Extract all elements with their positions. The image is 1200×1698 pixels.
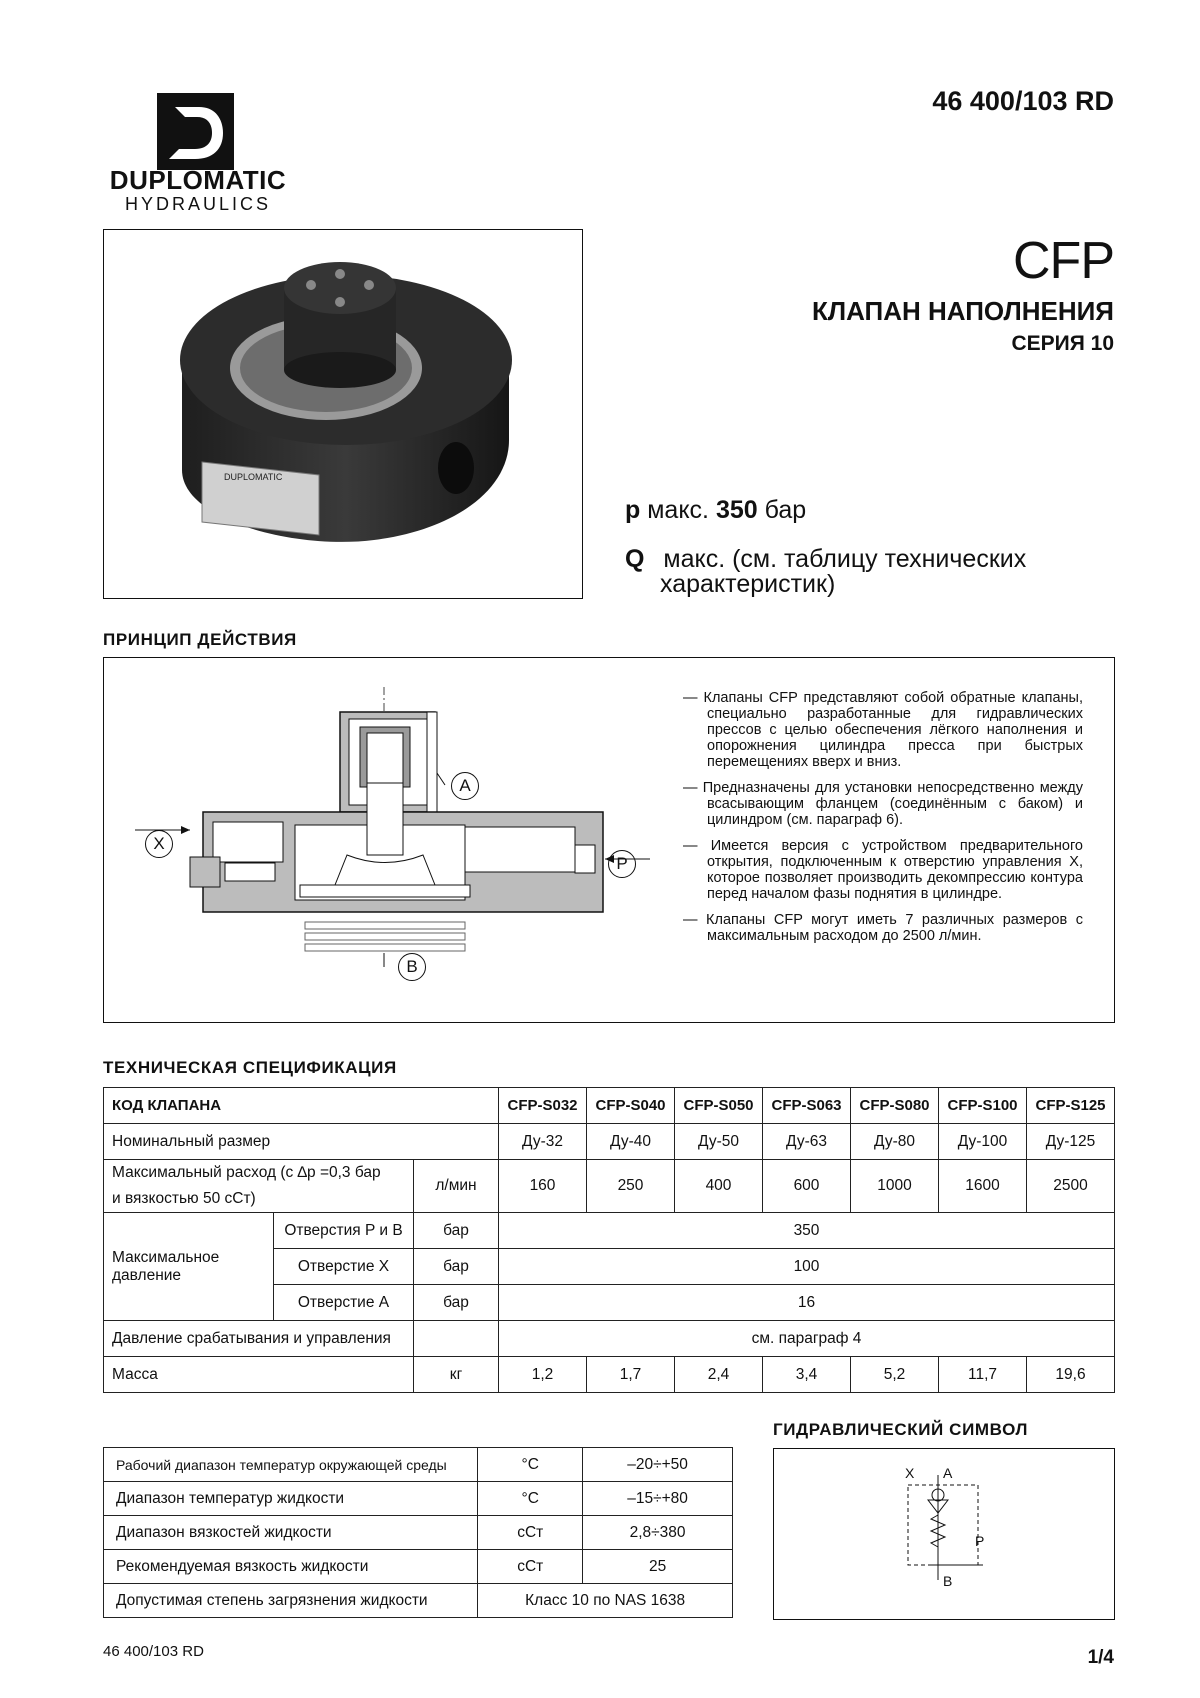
- symbol-p-label: P: [975, 1533, 985, 1549]
- flow-label-line-1: Максимальный расход (с ∆p =0,3 бар: [112, 1164, 381, 1181]
- table-row: [104, 1357, 1115, 1393]
- pressure-max-line: [625, 497, 806, 524]
- flow-text: макс. (см. таблицу технических: [663, 545, 1027, 573]
- principle-list: [683, 690, 1083, 954]
- port-pb-value: 350: [499, 1213, 1115, 1249]
- principle-item: — Клапаны CFP могут иметь 7 различных размеров с максимальным расходом до 2500 л/мин.: [683, 912, 1083, 944]
- mass-label: Масса: [104, 1357, 414, 1393]
- table-row: [104, 1321, 1115, 1357]
- flow-cell: 250: [587, 1160, 675, 1213]
- nominal-cell: Ду-100: [939, 1124, 1027, 1160]
- principle-item: — Имеется версия с устройством предварительного открытия, подключенным к отверстию управления X, которое позволяет производить декомпрессию контура перед началом фазы поднятия в цилиндре.: [683, 838, 1083, 902]
- footer-doc-number: 46 400/103 RD: [103, 1643, 204, 1660]
- flow-cell: 160: [499, 1160, 587, 1213]
- spec-heading: ТЕХНИЧЕСКАЯ СПЕЦИФИКАЦИЯ: [103, 1058, 397, 1077]
- table-row: [104, 1550, 733, 1584]
- empty-cell: [414, 1321, 499, 1357]
- flow-max-line: [625, 546, 1026, 573]
- table-row: [104, 1516, 733, 1550]
- valve-section-drawing: [135, 685, 655, 985]
- port-b-label: B: [398, 953, 426, 981]
- spec-table: [103, 1087, 1115, 1393]
- spec-header-row: [104, 1088, 1115, 1124]
- product-series: СЕРИЯ 10: [1011, 332, 1114, 355]
- page-number: 1/4: [1087, 1647, 1114, 1668]
- model-header: CFP-S100: [939, 1088, 1027, 1124]
- model-header: CFP-S040: [587, 1088, 675, 1124]
- document-number: 46 400/103 RD: [932, 86, 1114, 116]
- mass-cell: 19,6: [1027, 1357, 1115, 1393]
- env-label: Рекомендуемая вязкость жидкости: [104, 1550, 478, 1584]
- env-unit: °C: [478, 1448, 583, 1482]
- flow-cell: 400: [675, 1160, 763, 1213]
- symbol-x-label: X: [905, 1465, 915, 1481]
- model-header: CFP-S032: [499, 1088, 587, 1124]
- env-label: Диапазон температур жидкости: [104, 1482, 478, 1516]
- brand-logo-mark: [157, 93, 234, 170]
- nominal-label: Номинальный размер: [104, 1124, 499, 1160]
- nominal-cell: Ду-63: [763, 1124, 851, 1160]
- environment-table: [103, 1447, 733, 1618]
- principle-item: — Клапаны CFP представляют собой обратные клапаны, специально разработанные для гидравлических прессов с целью обеспечения лёгкого наполнения и опорожнения цилиндра пресса при быстрых перемещениях вверх и вниз.: [683, 690, 1083, 770]
- port-a-label: Отверстие A: [274, 1285, 414, 1321]
- flow-label-line-2: и вязкостью 50 сСт): [112, 1190, 256, 1207]
- actuation-label: Давление срабатывания и управления: [104, 1321, 414, 1357]
- bar-unit: бар: [414, 1285, 499, 1321]
- bar-unit: бар: [414, 1249, 499, 1285]
- port-x-label: X: [145, 830, 173, 858]
- table-row: [104, 1124, 1115, 1160]
- flow-cell: 600: [763, 1160, 851, 1213]
- flow-unit: л/мин: [414, 1160, 499, 1213]
- flow-text-continued: характеристик): [660, 570, 836, 598]
- env-value: –15÷+80: [583, 1482, 733, 1516]
- table-row: [104, 1482, 733, 1516]
- env-value: –20÷+50: [583, 1448, 733, 1482]
- product-name: КЛАПАН НАПОЛНЕНИЯ: [812, 296, 1114, 326]
- env-label: Допустимая степень загрязнения жидкости: [104, 1584, 478, 1618]
- model-header: CFP-S125: [1027, 1088, 1115, 1124]
- nominal-cell: Ду-50: [675, 1124, 763, 1160]
- product-photo: [103, 229, 583, 599]
- port-x-label: Отверстие X: [274, 1249, 414, 1285]
- mass-cell: 11,7: [939, 1357, 1027, 1393]
- flow-cell: 1600: [939, 1160, 1027, 1213]
- pressure-unit: бар: [764, 496, 807, 524]
- port-a-value: 16: [499, 1285, 1115, 1321]
- mass-cell: 1,7: [587, 1357, 675, 1393]
- env-unit: сСт: [478, 1550, 583, 1584]
- mass-cell: 5,2: [851, 1357, 939, 1393]
- model-header: CFP-S050: [675, 1088, 763, 1124]
- port-a-label: A: [451, 772, 479, 800]
- flow-label: [104, 1160, 414, 1213]
- port-pb-label: Отверстия P и B: [274, 1213, 414, 1249]
- flow-cell: 1000: [851, 1160, 939, 1213]
- brand-subtitle: HYDRAULICS: [124, 194, 272, 214]
- env-unit: сСт: [478, 1516, 583, 1550]
- symbol-heading: ГИДРАВЛИЧЕСКИЙ СИМВОЛ: [773, 1420, 1029, 1439]
- env-value: 25: [583, 1550, 733, 1584]
- table-row: [104, 1448, 733, 1482]
- max-pressure-label: Максимальное давление: [104, 1213, 274, 1321]
- pressure-symbol: p: [625, 496, 641, 524]
- mass-unit: кг: [414, 1357, 499, 1393]
- port-p-label: P: [608, 850, 636, 878]
- actuation-value: см. параграф 4: [499, 1321, 1115, 1357]
- pressure-value: 350: [715, 496, 758, 524]
- pressure-text: макс.: [647, 496, 709, 524]
- env-label: Рабочий диапазон температур окружающей среды: [104, 1448, 478, 1482]
- nominal-cell: Ду-80: [851, 1124, 939, 1160]
- photo-plate-text: DUPLOMATIC: [224, 472, 283, 482]
- env-value: Класс 10 по NAS 1638: [478, 1584, 733, 1618]
- table-row: [104, 1160, 1115, 1213]
- env-label: Диапазон вязкостей жидкости: [104, 1516, 478, 1550]
- mass-cell: 2,4: [675, 1357, 763, 1393]
- port-x-value: 100: [499, 1249, 1115, 1285]
- model-header: CFP-S063: [763, 1088, 851, 1124]
- nominal-cell: Ду-125: [1027, 1124, 1115, 1160]
- table-row: [104, 1213, 1115, 1249]
- product-code: CFP: [1013, 232, 1114, 290]
- nominal-cell: Ду-40: [587, 1124, 675, 1160]
- table-row: [104, 1584, 733, 1618]
- principle-item: — Предназначены для установки непосредственно между всасывающим фланцем (соединённым с баком) и цилиндром (см. параграф 6).: [683, 780, 1083, 828]
- flow-symbol: Q: [625, 545, 645, 573]
- env-value: 2,8÷380: [583, 1516, 733, 1550]
- principle-heading: ПРИНЦИП ДЕЙСТВИЯ: [103, 630, 297, 649]
- brand-name: DUPLOMATIC: [109, 165, 287, 195]
- symbol-b-label: B: [943, 1573, 953, 1589]
- code-label: КОД КЛАПАНА: [104, 1088, 499, 1124]
- mass-cell: 3,4: [763, 1357, 851, 1393]
- nominal-cell: Ду-32: [499, 1124, 587, 1160]
- flow-cell: 2500: [1027, 1160, 1115, 1213]
- mass-cell: 1,2: [499, 1357, 587, 1393]
- env-unit: °C: [478, 1482, 583, 1516]
- model-header: CFP-S080: [851, 1088, 939, 1124]
- symbol-a-label: A: [943, 1465, 953, 1481]
- bar-unit: бар: [414, 1213, 499, 1249]
